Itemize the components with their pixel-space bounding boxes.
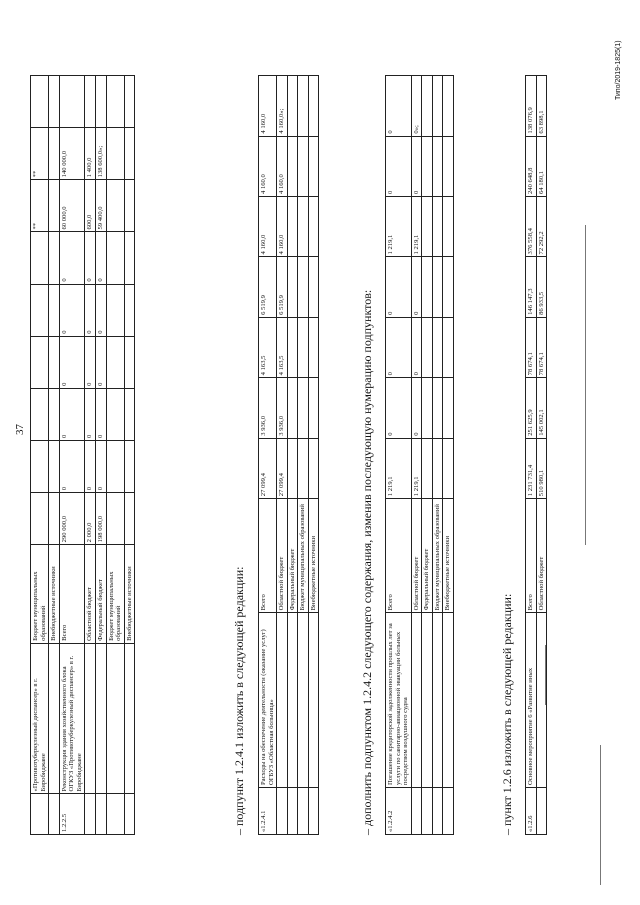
amount-cell: 0 <box>411 257 422 317</box>
amount-cell <box>49 336 60 388</box>
funding-source-cell: Внебюджетные источники <box>49 545 60 643</box>
funding-source-cell: Федеральный бюджет <box>422 499 433 613</box>
row-number-cell <box>277 787 288 834</box>
row-number-cell <box>287 787 298 834</box>
amount-cell <box>124 336 135 388</box>
amount-cell <box>443 438 454 498</box>
amount-cell <box>432 197 443 257</box>
amount-cell <box>422 76 433 137</box>
table-row <box>49 76 60 835</box>
amount-cell: 4 163,5 <box>259 317 277 377</box>
amount-cell <box>31 336 49 388</box>
amount-cell <box>308 438 319 498</box>
amount-cell: 4 160,0 <box>277 136 288 196</box>
amount-cell: 4 160,0 <box>259 76 277 137</box>
row-number-cell <box>49 794 60 835</box>
amount-cell: 251 625,9 <box>526 378 537 438</box>
footnote-mark: ** <box>32 222 39 230</box>
amount-cell: 27 099,4 <box>277 438 288 498</box>
scan-artifact-line <box>545 645 546 705</box>
amount-cell: 0»; <box>411 76 422 137</box>
funding-source-cell: Федеральный бюджет <box>287 499 298 613</box>
funding-source-cell: Внебюджетные источники <box>124 545 135 643</box>
amount-cell <box>298 378 309 438</box>
measure-name-cell: Погашение кредиторской задолженности прошлых лет за услуги по санитарно-авиационной эвакуации больных посредством воздушного судна <box>386 613 412 788</box>
funding-source-cell: Всего <box>59 545 85 643</box>
amount-cell: 600,0 <box>85 180 96 232</box>
amount-cell: 1 219,1 <box>411 197 422 257</box>
amount-cell: 0 <box>386 136 412 196</box>
amount-cell <box>59 76 85 128</box>
amount-cell: 0 <box>386 317 412 377</box>
row-number-cell <box>85 794 96 835</box>
measure-name-cell: Реконструкция здания хозяйственного блока ОГКУЗ «Противотуберкулезный диспансер» в г. Биробиджане <box>59 643 85 794</box>
amount-cell: 0 <box>96 441 107 493</box>
measure-name-cell <box>85 643 96 794</box>
amount-cell <box>49 388 60 440</box>
amount-cell <box>106 441 124 493</box>
funding-source-cell: Областной бюджет <box>411 499 422 613</box>
table-row <box>308 76 319 835</box>
table-row <box>124 76 135 835</box>
amount-cell <box>432 378 443 438</box>
scan-artifact-line <box>600 745 601 885</box>
amount-cell: 0 <box>59 232 85 284</box>
amount-cell: 0 <box>59 441 85 493</box>
amount-cell: 146 147,3 <box>526 257 537 317</box>
amount-cell <box>287 438 298 498</box>
amount-cell: 1 219,1 <box>411 438 422 498</box>
table-row <box>31 76 49 835</box>
amount-cell: 145 002,1 <box>536 378 547 438</box>
table-row <box>85 76 96 835</box>
amount-cell: 78 674,1 <box>536 317 547 377</box>
amount-cell <box>298 438 309 498</box>
amount-cell <box>443 317 454 377</box>
amount-cell <box>287 378 298 438</box>
amount-cell <box>298 76 309 137</box>
amount-cell: 138 076,9 <box>526 76 537 137</box>
table-row <box>411 76 422 835</box>
amount-cell <box>106 336 124 388</box>
amount-cell <box>31 232 49 284</box>
row-number-cell <box>411 787 422 834</box>
amount-cell: 0 <box>85 232 96 284</box>
amount-cell: 1 219,1 <box>386 197 412 257</box>
amount-cell <box>308 317 319 377</box>
heading-1242: – дополнить подпунктом 1.2.4.2 следующего содержания, изменив последующую нумерацию подпунктов: <box>360 289 374 835</box>
amount-cell: 0 <box>411 136 422 196</box>
footnote-mark: ** <box>32 170 39 178</box>
measure-name-cell <box>287 613 298 788</box>
amount-cell: 0 <box>386 378 412 438</box>
amount-cell <box>432 438 443 498</box>
amount-cell: 0 <box>85 284 96 336</box>
amount-cell: 3 936,0 <box>277 378 288 438</box>
amount-cell <box>287 136 298 196</box>
amount-cell: 0 <box>59 388 85 440</box>
funding-source-cell: Внебюджетные источники <box>443 499 454 613</box>
heading-1241: – подпункт 1.2.4.1 изложить в следующей редакции: <box>232 566 246 835</box>
row-number-cell <box>31 794 49 835</box>
amount-cell: 78 674,1 <box>526 317 537 377</box>
amount-cell <box>422 317 433 377</box>
measure-name-cell <box>96 643 107 794</box>
amount-cell <box>124 76 135 128</box>
amount-cell <box>308 197 319 257</box>
row-number-cell <box>308 787 319 834</box>
amount-cell <box>308 378 319 438</box>
amount-cell <box>31 76 49 128</box>
amount-cell: 0 <box>85 388 96 440</box>
amount-cell: 64 180,1 <box>536 136 547 196</box>
amount-cell <box>106 180 124 232</box>
funding-source-cell: Внебюджетные источники <box>308 499 319 613</box>
amount-cell: 1 231 731,4 <box>526 438 537 498</box>
funding-source-cell: Бюджет муниципальных образований <box>432 499 443 613</box>
measure-name-cell <box>277 613 288 788</box>
amount-cell <box>124 232 135 284</box>
funding-source-cell: Бюджет муниципальных образований <box>31 545 49 643</box>
table-row <box>422 76 433 835</box>
amount-cell: 376 558,4 <box>526 197 537 257</box>
table-row <box>259 76 277 835</box>
amount-cell: 0 <box>96 284 107 336</box>
funding-source-cell: Бюджет муниципальных образований <box>106 545 124 643</box>
measure-name-cell <box>124 643 135 794</box>
amount-cell <box>106 388 124 440</box>
amount-cell <box>298 317 309 377</box>
amount-cell <box>287 257 298 317</box>
amount-cell <box>124 180 135 232</box>
funding-source-cell: Областной бюджет <box>85 545 96 643</box>
measure-name-cell <box>298 613 309 788</box>
amount-cell: 59 400,0 <box>96 180 107 232</box>
amount-cell <box>106 128 124 180</box>
amount-cell: 63 898,1 <box>536 76 547 137</box>
row-number-cell <box>298 787 309 834</box>
table-row <box>106 76 124 835</box>
amount-cell <box>422 378 433 438</box>
funding-source-cell: Областной бюджет <box>277 499 288 613</box>
scan-artifact-line <box>585 225 586 545</box>
measure-name-cell <box>49 643 60 794</box>
amount-cell <box>298 136 309 196</box>
amount-cell: 4 163,5 <box>277 317 288 377</box>
amount-cell <box>106 76 124 128</box>
amount-cell: 0 <box>386 257 412 317</box>
funding-source-cell: Бюджет муниципальных образований <box>298 499 309 613</box>
amount-cell <box>422 438 433 498</box>
amount-cell: 0 <box>386 76 412 137</box>
amount-cell <box>432 136 443 196</box>
table-row <box>536 76 547 835</box>
amount-cell <box>49 284 60 336</box>
amount-cell: 0 <box>59 336 85 388</box>
amount-cell: 4 160,0»; <box>277 76 288 137</box>
amount-cell: 6 519,9 <box>259 257 277 317</box>
amount-cell: 60 000,0 <box>59 180 85 232</box>
amount-cell <box>49 180 60 232</box>
measure-name-cell <box>308 613 319 788</box>
amount-cell <box>49 441 60 493</box>
amount-cell <box>106 493 124 545</box>
amount-cell: 2 000,0 <box>85 493 96 545</box>
amount-cell: 1 219,1 <box>386 438 412 498</box>
funding-source-cell: Всего <box>386 499 412 613</box>
funding-source-cell: Федеральный бюджет <box>96 545 107 643</box>
funding-source-cell: Всего <box>526 499 537 613</box>
amount-cell <box>287 76 298 137</box>
amount-cell <box>49 493 60 545</box>
amount-cell <box>124 493 135 545</box>
amount-cell <box>298 257 309 317</box>
amount-cell: 198 000,0 <box>96 493 107 545</box>
amount-cell <box>308 136 319 196</box>
amount-cell: 27 099,4 <box>259 438 277 498</box>
budget-table-1242 <box>385 75 454 835</box>
row-number-cell: «1.2.4.1 <box>259 787 277 834</box>
amount-cell: 4 160,0 <box>259 197 277 257</box>
row-number-cell <box>422 787 433 834</box>
amount-cell <box>49 128 60 180</box>
table-row <box>432 76 443 835</box>
amount-cell <box>31 180 49 232</box>
amount-cell <box>31 441 49 493</box>
amount-cell <box>298 197 309 257</box>
footer-code: Типо/2019-1825(1) <box>615 40 622 100</box>
amount-cell: 1 400,0 <box>85 128 96 180</box>
table-row <box>96 76 107 835</box>
amount-cell <box>106 284 124 336</box>
table-row <box>298 76 309 835</box>
amount-cell: 72 292,2 <box>536 197 547 257</box>
amount-cell <box>443 257 454 317</box>
amount-cell: 4 160,0 <box>259 136 277 196</box>
funding-source-cell: Всего <box>259 499 277 613</box>
table-row <box>526 76 537 835</box>
amount-cell <box>443 197 454 257</box>
amount-cell: 0 <box>96 232 107 284</box>
measure-name-cell <box>432 613 443 788</box>
amount-cell <box>287 197 298 257</box>
amount-cell <box>31 128 49 180</box>
amount-cell <box>49 76 60 128</box>
amount-cell: 0 <box>96 336 107 388</box>
amount-cell <box>106 232 124 284</box>
amount-cell: 0 <box>411 378 422 438</box>
row-number-cell <box>106 794 124 835</box>
amount-cell: 6 519,9 <box>277 257 288 317</box>
amount-cell <box>31 388 49 440</box>
table-row <box>59 76 85 835</box>
amount-cell: 138 600,0»; <box>96 128 107 180</box>
amount-cell: 0 <box>59 284 85 336</box>
amount-cell <box>308 257 319 317</box>
amount-cell: 86 933,5 <box>536 257 547 317</box>
measure-name-cell <box>411 613 422 788</box>
measure-name-cell: Основное мероприятие 6 «Развитие иных <box>526 613 537 788</box>
amount-cell <box>31 493 49 545</box>
row-number-cell: «1.2.6 <box>526 787 537 834</box>
amount-cell <box>31 284 49 336</box>
funding-source-cell: Областной бюджет <box>536 499 547 613</box>
table-row <box>277 76 288 835</box>
table-row <box>287 76 298 835</box>
amount-cell: 290 000,0 <box>59 493 85 545</box>
amount-cell <box>443 76 454 137</box>
measure-name-cell <box>106 643 124 794</box>
amount-cell <box>124 441 135 493</box>
row-number-cell: 1.2.2.5 <box>59 794 85 835</box>
amount-cell <box>124 284 135 336</box>
amount-cell: 0 <box>96 388 107 440</box>
budget-table-1225 <box>30 75 135 835</box>
amount-cell <box>432 76 443 137</box>
amount-cell: 510 980,1 <box>536 438 547 498</box>
amount-cell <box>422 197 433 257</box>
amount-cell <box>422 257 433 317</box>
table-row <box>386 76 412 835</box>
amount-cell <box>443 136 454 196</box>
row-number-cell <box>124 794 135 835</box>
measure-name-cell: «Противотуберкулезный диспансер» в г. Биробиджане <box>31 643 49 794</box>
table-row <box>443 76 454 835</box>
amount-cell <box>432 317 443 377</box>
amount-cell <box>124 128 135 180</box>
row-number-cell <box>96 794 107 835</box>
row-number-cell: «1.2.4.2 <box>386 787 412 834</box>
budget-table-126 <box>525 75 547 835</box>
amount-cell <box>443 378 454 438</box>
amount-cell <box>85 76 96 128</box>
amount-cell: 0 <box>85 336 96 388</box>
measure-name-cell <box>422 613 433 788</box>
amount-cell: 3 936,0 <box>259 378 277 438</box>
row-number-cell <box>443 787 454 834</box>
measure-name-cell <box>443 613 454 788</box>
amount-cell <box>287 317 298 377</box>
row-number-cell <box>536 787 547 834</box>
amount-cell <box>308 76 319 137</box>
page-number: 37 <box>14 424 26 435</box>
amount-cell <box>96 76 107 128</box>
amount-cell: 240 648,8 <box>526 136 537 196</box>
amount-cell <box>49 232 60 284</box>
amount-cell: 0 <box>85 441 96 493</box>
heading-126: – пункт 1.2.6 изложить в следующей редакции: <box>500 593 514 835</box>
amount-cell: 4 160,0 <box>277 197 288 257</box>
budget-table-1241 <box>258 75 319 835</box>
amount-cell: 0 <box>411 317 422 377</box>
measure-name-cell: Расходы на обеспечение деятельности (оказание услуг) ОГБУЗ «Областная больница» <box>259 613 277 788</box>
amount-cell: 140 000,0 <box>59 128 85 180</box>
amount-cell <box>432 257 443 317</box>
amount-cell <box>124 388 135 440</box>
amount-cell <box>422 136 433 196</box>
row-number-cell <box>432 787 443 834</box>
